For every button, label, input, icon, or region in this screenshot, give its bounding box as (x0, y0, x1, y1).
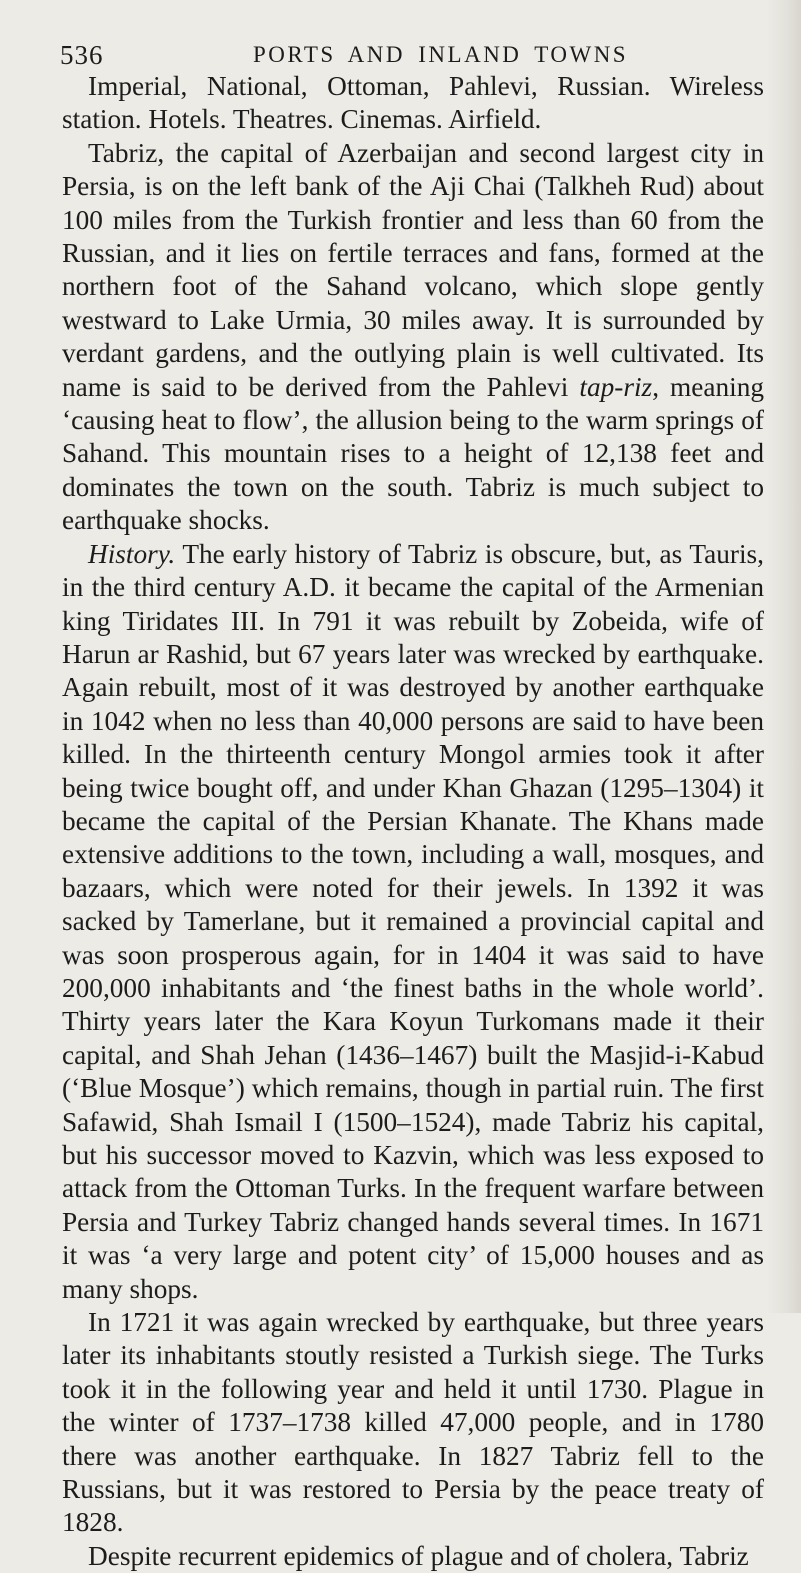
body-text (62, 70, 764, 1573)
paragraph-eighteenth-century (62, 1306, 764, 1540)
running-title: PORTS AND INLAND TOWNS (253, 42, 629, 67)
paragraph-text: Tabriz, the capital of Azerbaijan and second largest city in Persia, is on the left bank of the Aji Chai (Talkheh Rud) about 100 miles from the Turkish frontier and less than 60 from the Russian, and it lies on fertile terraces and fans, formed at the northern foot of the Sahand volcano, which slope gently westward to Lake Urmia, 30 miles away. It is surrounded by verdant gardens, and the outlying plain is well cultivated. Its name is said to be derived from the Pahlevi (62, 137, 764, 402)
italic-heading: History. (88, 538, 176, 569)
page-number: 536 (60, 40, 104, 70)
paragraph-text: Imperial, National, Ottoman, Pahlevi, Russian. Wireless station. Hotels. Theatres. Cinemas. Airfield. (62, 71, 764, 135)
paragraph-facilities (62, 70, 764, 137)
paragraph-tabriz-intro (62, 137, 764, 538)
paragraph-text: Despite recurrent epidemics of plague and of cholera, Tabriz (88, 1540, 749, 1571)
paragraph-text: , meaning ‘causing heat to flow’, the allusion being to the warm springs of Sahand. This mountain rises to a height of 12,138 feet and dominates the town on the south. Tabriz is much subject to earthquake shocks. (62, 371, 764, 536)
paragraph-text: The early history of Tabriz is obscure, but, as Tauris, in the third century A.D. it became the capital of the Armenian king Tiridates III. In 791 it was rebuilt by Zobeida, wife of Harun ar Rashid, but 67 years later was wrecked by earthquake. Again rebuilt, most of it was destroyed by another earthquake in 1042 when no less than 40,000 persons are said to have been killed. In the thirteenth century Mongol armies took it after being twice bought off, and under Khan Ghazan (1295–1304) it became the capital of the Persian Khanate. The Khans made extensive additions to the town, including a wall, mosques, and bazaars, which were noted for their jewels. In 1392 it was sacked by Tamerlane, but it remained a provincial capital and was soon prosperous again, for in 1404 it was said to have 200,000 inhabitants and ‘the finest baths in the whole world’. Thirty years later the Kara Koyun Turkomans made it their capital, and Shah Jehan (1436–1467) built the Masjid-i-Kabud (‘Blue Mosque’) which remains, though in partial ruin. The first Safawid, Shah Ismail I (1500–1524), made Tabriz his capital, but his successor moved to Kazvin, which was less exposed to attack from the Ottoman Turks. In the frequent warfare between Persia and Turkey Tabriz changed hands several times. In 1671 it was ‘a very large and potent city’ of 15,000 houses and as many shops. (62, 538, 764, 1304)
italic-term: tap-riz (579, 371, 653, 402)
page-edge-shadow (767, 0, 801, 1313)
paragraph-text: In 1721 it was again wrecked by earthquake, but three years later its inhabitants stoutly resisted a Turkish siege. The Turks took it in the following year and held it until 1730. Plague in the winter of 1737–1738 killed 47,000 people, and in 1780 there was another earthquake. In 1827 Tabriz fell to the Russians, but it was restored to Persia by the peace treaty of 1828. (62, 1307, 764, 1538)
paragraph-despite (62, 1540, 764, 1573)
paragraph-history (62, 538, 764, 1306)
